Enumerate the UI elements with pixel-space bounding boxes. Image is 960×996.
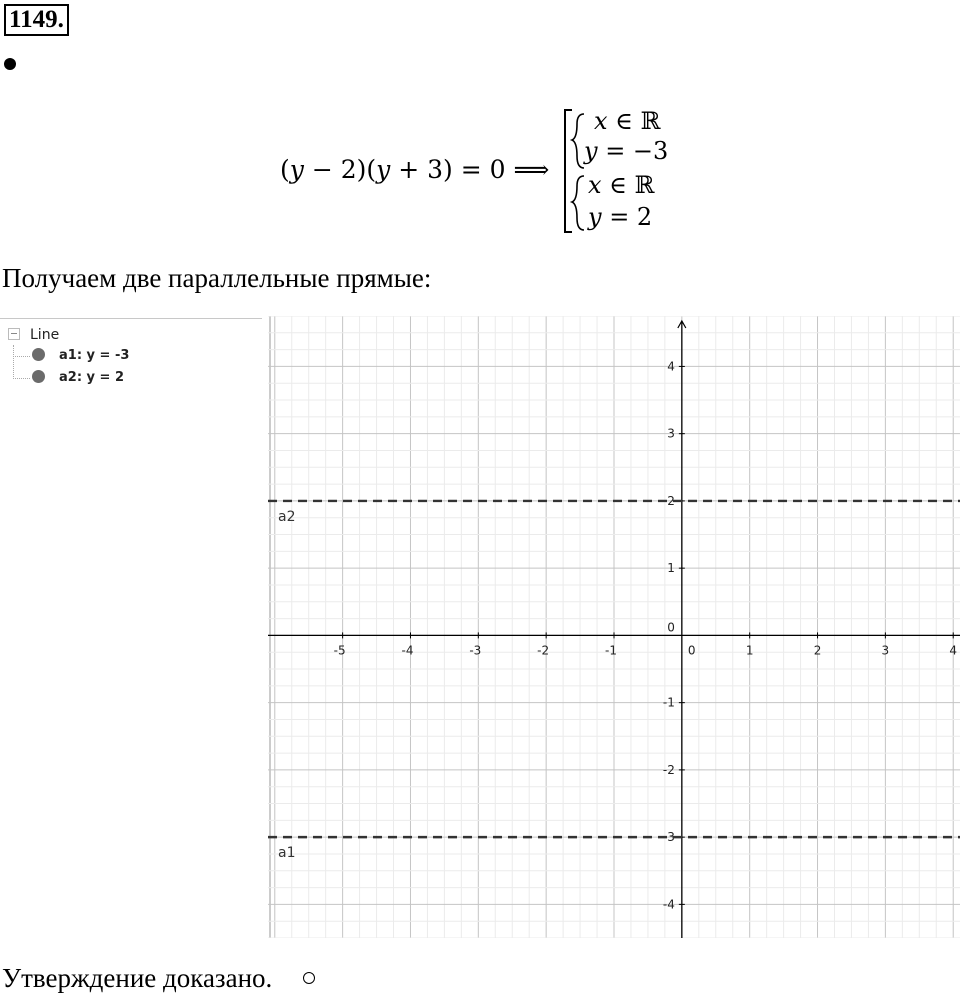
visibility-dot-icon[interactable] bbox=[32, 370, 45, 383]
object-label: a2: y = 2 bbox=[59, 370, 125, 385]
y-tick-label: 4 bbox=[667, 359, 675, 374]
sys-var: y bbox=[588, 203, 602, 231]
collapse-icon[interactable] bbox=[8, 328, 20, 340]
intro-text: Получаем две параллельные прямые: bbox=[2, 263, 432, 293]
eq-part: + 3) = 0 ⟹ bbox=[390, 155, 550, 184]
x-tick-label: 1 bbox=[745, 643, 754, 658]
x-tick-label: -3 bbox=[469, 643, 482, 658]
tree-category-label: Line bbox=[30, 327, 60, 343]
end-of-proof-icon bbox=[303, 972, 315, 984]
y-tick-label: -4 bbox=[662, 897, 675, 912]
x-tick-label: -5 bbox=[333, 643, 346, 658]
problem-number: 1149. bbox=[4, 4, 69, 36]
y-tick-label: 0 bbox=[667, 620, 675, 635]
sys-expr: = 2 bbox=[601, 203, 653, 231]
x-tick-label: -4 bbox=[401, 643, 414, 658]
system2-line1 bbox=[588, 170, 655, 200]
x-tick-label: 4 bbox=[949, 643, 958, 658]
bullet-marker bbox=[4, 58, 16, 70]
x-tick-label: 3 bbox=[881, 643, 890, 658]
y-tick-label: -2 bbox=[662, 762, 675, 777]
tree-item-a2[interactable] bbox=[14, 366, 124, 388]
sys-expr: = −3 bbox=[597, 137, 669, 165]
system1-line1 bbox=[594, 106, 661, 136]
equation-system-set bbox=[562, 108, 692, 236]
y-tick-label: 3 bbox=[667, 426, 675, 441]
visibility-dot-icon[interactable] bbox=[32, 348, 45, 361]
tree-item-a1[interactable] bbox=[14, 344, 129, 366]
sys-var: x bbox=[588, 171, 602, 199]
sys-expr: ∈ ℝ bbox=[607, 107, 661, 135]
tree-category[interactable] bbox=[8, 325, 59, 345]
graph-canvas[interactable] bbox=[268, 316, 960, 938]
x-tick-label: -2 bbox=[537, 643, 550, 658]
y-tick-label: 2 bbox=[667, 493, 675, 508]
sys-var: x bbox=[594, 107, 608, 135]
x-tick-label: -1 bbox=[605, 643, 617, 658]
object-label: a1: y = -3 bbox=[59, 348, 130, 363]
sys-expr: ∈ ℝ bbox=[601, 171, 655, 199]
eq-part: ( bbox=[280, 155, 290, 184]
eq-part: − 2)( bbox=[303, 155, 377, 184]
y-tick-label: 1 bbox=[667, 561, 675, 576]
equation-lhs bbox=[280, 152, 549, 188]
system2-line2 bbox=[588, 202, 652, 232]
series-label-a2: a2 bbox=[278, 508, 296, 525]
eq-var-y: y bbox=[376, 155, 391, 184]
conclusion-text: Утверждение доказано. bbox=[2, 963, 273, 993]
algebra-view bbox=[0, 318, 262, 459]
series-label-a1: a1 bbox=[278, 845, 296, 862]
eq-var-y: y bbox=[289, 155, 304, 184]
y-tick-label: -1 bbox=[662, 695, 675, 710]
graphics-view[interactable] bbox=[268, 316, 960, 938]
x-tick-label: 2 bbox=[813, 643, 822, 658]
y-tick-label: -3 bbox=[662, 830, 675, 845]
sys-var: y bbox=[584, 137, 598, 165]
x-tick-label: 0 bbox=[687, 643, 696, 658]
system1-line2 bbox=[584, 136, 668, 166]
